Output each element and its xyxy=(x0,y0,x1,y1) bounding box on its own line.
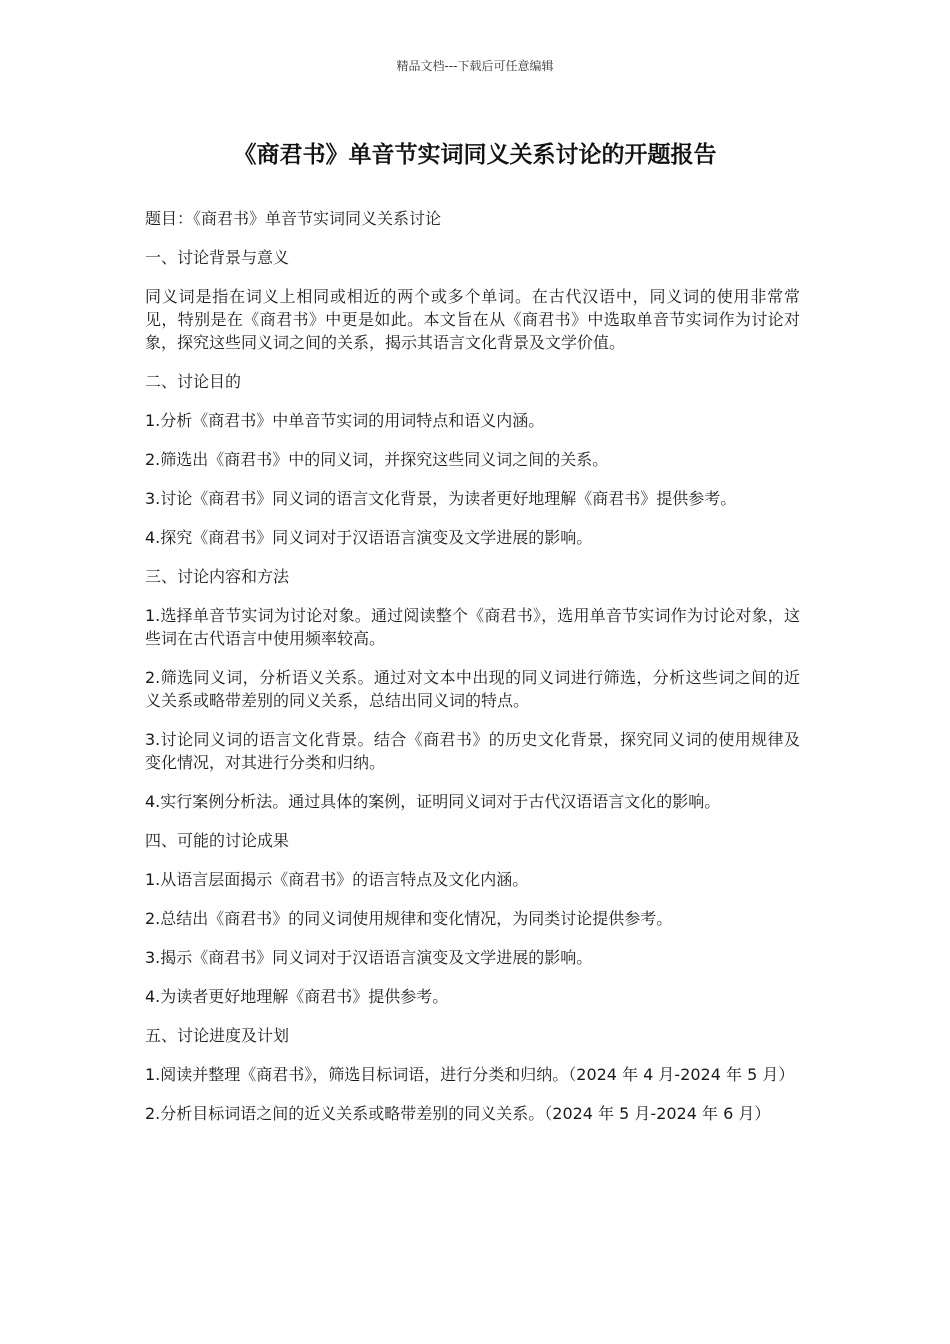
outcome-item: 2.总结出《商君书》的同义词使用规律和变化情况，为同类讨论提供参考。 xyxy=(145,909,673,928)
document-title: 《商君书》单音节实词同义关系讨论的开题报告 xyxy=(233,142,717,168)
purpose-item: 1.分析《商君书》中单音节实词的用词特点和语义内涵。 xyxy=(145,411,545,430)
section-heading-schedule: 五、讨论进度及计划 xyxy=(145,1026,290,1045)
outcome-item: 4.为读者更好地理解《商君书》提供参考。 xyxy=(145,987,449,1006)
section-heading-outcomes: 四、可能的讨论成果 xyxy=(145,831,290,850)
method-item: 3.讨论同义词的语言文化背景。结合《商君书》的历史文化背景，探究同义词的使用规律及变化情况，对其进行分类和归纳。 xyxy=(145,730,800,772)
purpose-item: 4.探究《商君书》同义词对于汉语语言演变及文学进展的影响。 xyxy=(145,528,593,547)
background-paragraph: 同义词是指在词义上相同或相近的两个或多个单词。在古代汉语中，同义词的使用非常常见，特别是在《商君书》中更是如此。本文旨在从《商君书》中选取单音节实词作为讨论对象，探究这些同义词之间的关系，揭示其语言文化背景及文学价值。 xyxy=(145,287,800,352)
schedule-item: 2.分析目标词语之间的近义关系或略带差别的同义关系。（2024 年 5 月-2024 年 6 月） xyxy=(145,1104,771,1123)
method-item: 1.选择单音节实词为讨论对象。通过阅读整个《商君书》，选用单音节实词作为讨论对象，这些词在古代语言中使用频率较高。 xyxy=(145,606,800,648)
document-body xyxy=(145,207,800,1141)
method-item: 2.筛选同义词，分析语义关系。通过对文本中出现的同义词进行筛选，分析这些词之间的近义关系或略带差别的同义关系，总结出同义词的特点。 xyxy=(145,668,800,710)
subject-line: 题目：《商君书》单音节实词同义关系讨论 xyxy=(145,209,442,228)
header-note: 精品文档---下载后可任意编辑 xyxy=(396,59,554,73)
section-heading-methods: 三、讨论内容和方法 xyxy=(145,567,290,586)
section-heading-purpose: 二、讨论目的 xyxy=(145,372,242,391)
purpose-item: 2.筛选出《商君书》中的同义词，并探究这些同义词之间的关系。 xyxy=(145,450,609,469)
method-item: 4.实行案例分析法。通过具体的案例，证明同义词对于古代汉语语言文化的影响。 xyxy=(145,792,721,811)
outcome-item: 1.从语言层面揭示《商君书》的语言特点及文化内涵。 xyxy=(145,870,529,889)
outcome-item: 3.揭示《商君书》同义词对于汉语语言演变及文学进展的影响。 xyxy=(145,948,593,967)
schedule-item: 1.阅读并整理《商君书》，筛选目标词语，进行分类和归纳。（2024 年 4 月-2024 年 5 月） xyxy=(145,1065,795,1084)
section-heading-background: 一、讨论背景与意义 xyxy=(145,248,290,267)
purpose-item: 3.讨论《商君书》同义词的语言文化背景，为读者更好地理解《商君书》提供参考。 xyxy=(145,489,737,508)
